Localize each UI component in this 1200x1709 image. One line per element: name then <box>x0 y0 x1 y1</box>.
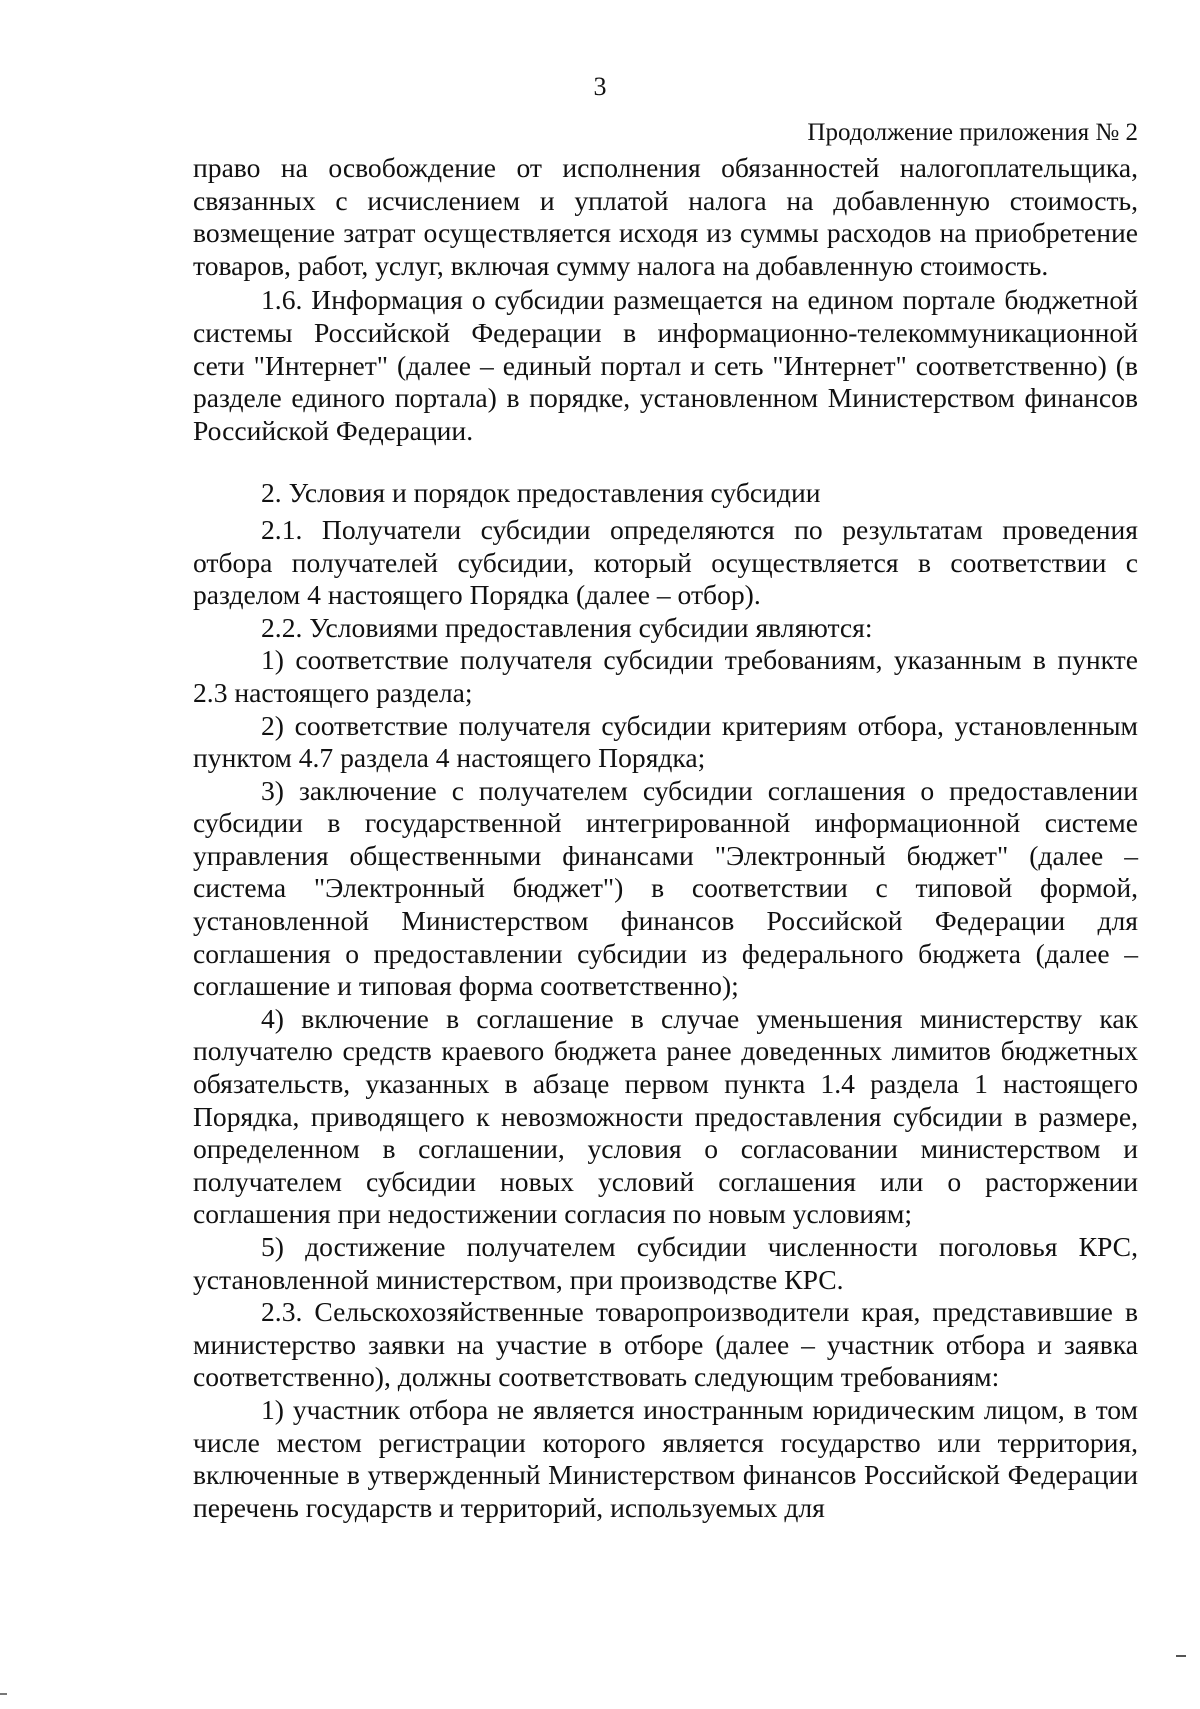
paragraph-continuation: право на освобождение от исполнения обязанностей налогоплательщика, связанных с исчислением и уплатой налога на добавленную стоимость, возмещение затрат осуществляется исходя из суммы расходов на приобретение товаров, работ, услуг, включая сумму налога на добавленную стоимость. <box>193 152 1138 281</box>
paragraph-1-6: 1.6. Информация о субсидии размещается на едином портале бюджетной системы Российской Федерации в информационно-телекоммуникационной сети "Интернет" (далее – единый портал и сеть "Интернет" соответственно) (в разделе единого портала) в порядке, установленном Министерством финансов Российской Федерации. <box>193 284 1138 446</box>
document-body <box>193 152 1138 1524</box>
page-number: 3 <box>593 72 607 101</box>
paragraph-2-2-item-4: 4) включение в соглашение в случае уменьшения министерству как получателю средств краевого бюджета ранее доведенных лимитов бюджетных обязательств, указанных в абзаце первом пункта 1.4 раздела 1 настоящего Порядка, приводящего к невозможности предоставления субсидии в размере, определенном в соглашении, условия о согласовании министерством и получателем субсидии новых условий соглашения или о расторжении соглашения при недостижении согласия по новым условиям; <box>193 1002 1138 1230</box>
paragraph-2-2-item-2: 2) соответствие получателя субсидии критериям отбора, установленным пунктом 4.7 раздела 4 настоящего Порядка; <box>193 709 1138 774</box>
paragraph-2-2-item-1: 1) соответствие получателя субсидии требованиям, указанным в пункте 2.3 настоящего раздела; <box>193 644 1138 708</box>
paragraph-2-2: 2.2. Условиями предоставления субсидии являются: <box>261 611 873 643</box>
paragraph-2-2-item-3: 3) заключение с получателем субсидии соглашения о предоставлении субсидии в государственной интегрированной информационной системе управления общественными финансами "Электронный бюджет" (далее – система "Электронный бюджет") в соответствии с типовой формой, установленной Министерством финансов Российской Федерации для соглашения о предоставлении субсидии из федерального бюджета (далее – соглашение и типовая форма соответственно); <box>193 774 1138 1002</box>
paragraph-2-3-item-1: 1) участник отбора не является иностранным юридическим лицом, в том числе местом регистрации которого является государство или территория, включенные в утвержденный Министерством финансов Российской Федерации перечень государств и территорий, используемых для <box>193 1393 1138 1523</box>
appendix-continuation-note: Продолжение приложения № 2 <box>807 119 1138 146</box>
section-2-heading: 2. Условия и порядок предоставления субсидии <box>261 477 821 509</box>
paragraph-2-3: 2.3. Сельскохозяйственные товаропроизводители края, представившие в министерство заявки на участие в отборе (далее – участник отбора и заявка соответственно), должны соответствовать следующим требованиям: <box>193 1296 1138 1393</box>
paragraph-2-2-item-5: 5) достижение получателем субсидии численности поголовья КРС, установленной министерством, при производстве КРС. <box>193 1231 1138 1295</box>
scan-artifact-mark <box>0 1693 7 1695</box>
scan-artifact-mark <box>1176 1655 1186 1657</box>
paragraph-2-1: 2.1. Получатели субсидии определяются по результатам проведения отбора получателей субсидии, который осуществляется в соответствии с разделом 4 настоящего Порядка (далее – отбор). <box>193 513 1138 611</box>
